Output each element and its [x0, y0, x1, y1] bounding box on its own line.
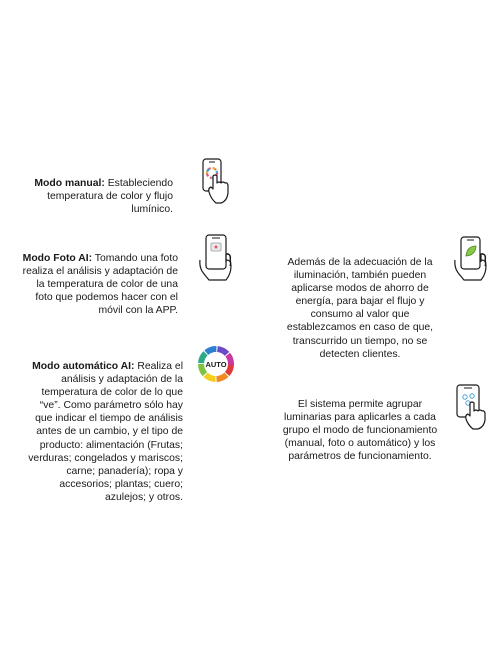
modo-foto-text: Modo Foto AI: Tomando una foto realiza el análisis y adaptación de la temperatura de color de una foto que podemos hacer con el móvil con la APP. [22, 253, 178, 317]
modo-manual-title: Modo manual: [34, 178, 105, 189]
phone-photo-hand-icon [196, 232, 236, 282]
ahorro-energia-text: Además de la adecuación de la iluminación, también pueden aplicarse modos de ahorro de energía, para bajar el flujo y consumo al valor que establezcamos en caso de que, transcurrido un tiempo, no se detecten clientes. [286, 257, 434, 360]
auto-color-ring-icon [197, 345, 235, 383]
modo-manual-text: Modo manual: Estableciendo temperatura de color y flujo lumínico. [34, 178, 173, 216]
phone-color-wheel-hand-icon [198, 157, 234, 207]
modo-automatico-title: Modo automático AI: [32, 361, 135, 372]
modo-foto-title: Modo Foto AI: [22, 253, 93, 264]
phone-leaf-hand-icon [452, 234, 490, 282]
agrupar-luminarias-text: El sistema permite agrupar luminarias para aplicarles a cada grupo el modo de funcionamiento (manual, foto o automático) y los parámetros de funcionamiento. [282, 399, 438, 463]
modo-automatico-text: Modo automático AI: Realiza el análisis y adaptación de la temperatura de color de lo que “ve”. Como parámetro sólo hay que indicar el tiempo de análisis antes de un cambio, y el tipo de producto: alimentación (Frutas; verduras; congelados y mariscos; carne; panadería); ropa y accesorios; plantas; cuero; azulejos; y otros. [28, 361, 183, 503]
phone-group-tap-icon [452, 383, 490, 431]
auto-icon-label: AUTO [205, 360, 227, 369]
